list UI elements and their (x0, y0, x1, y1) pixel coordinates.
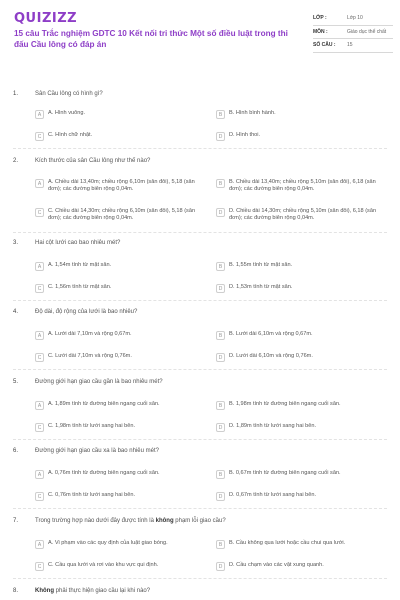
option-letter-box: A (35, 179, 44, 188)
class-label: LỚP : (313, 15, 327, 21)
option-text: D. Hình thoi. (229, 132, 261, 138)
option-c[interactable] (35, 284, 205, 293)
question-number: 7. (13, 518, 19, 524)
option-b[interactable] (216, 110, 386, 119)
question-number: 4. (13, 309, 19, 315)
option-text: D. Cầu chạm vào các vật xung quanh. (229, 562, 324, 568)
option-letter-box: D (216, 492, 225, 501)
option-letter-box: C (35, 562, 44, 571)
option-text: B. Chiều dài 13,40m; chiều rộng 5,10m (sân đôi), 6,18 (sân đơn); các đường biên rộng 0,04m. (229, 179, 376, 193)
option-letter-box: A (35, 401, 44, 410)
question-number: 2. (13, 158, 19, 164)
option-text: C. 1,98m tính từ lưới sang hai bên. (48, 423, 136, 429)
option-b[interactable] (216, 262, 386, 271)
worksheet-header (0, 0, 400, 75)
option-a[interactable] (35, 540, 205, 549)
option-letter-box: A (35, 470, 44, 479)
question-text (35, 518, 375, 524)
question-text: Hai cột lưới cao bao nhiêu mét? (35, 240, 121, 246)
question-text-emphasis: không (155, 518, 174, 524)
question-number: 6. (13, 448, 19, 454)
question-text: Đường giới hạn giao cầu xa là bao nhiêu mét? (35, 448, 159, 454)
option-text: A. Hình vuông. (48, 110, 86, 116)
option-text: B. Lưới dài 6,10m và rộng 0,67m. (229, 331, 313, 337)
question-text: Sân Cầu lông có hình gì? (35, 91, 103, 97)
option-letter-box: B (216, 401, 225, 410)
option-b[interactable] (216, 470, 386, 479)
option-letter-box: A (35, 110, 44, 119)
option-letter-box: C (35, 492, 44, 501)
subject-label: MÔN : (313, 28, 328, 35)
option-letter-box: C (35, 208, 44, 217)
option-text: C. Hình chữ nhật. (48, 132, 93, 138)
option-letter-box: D (216, 423, 225, 432)
option-letter-box: B (216, 331, 225, 340)
option-text: B. Hình bình hành. (229, 110, 276, 116)
option-text: A. 0,76m tính từ đường biên ngang cuối sân. (48, 470, 160, 476)
count-label: SỐ CÂU : (313, 42, 336, 48)
option-c[interactable] (35, 492, 205, 501)
option-letter-box: B (216, 262, 225, 271)
option-letter-box: C (35, 132, 44, 141)
option-text: D. 0,67m tính từ lưới sang hai bên. (229, 492, 317, 498)
option-text: C. Cầu qua lưới và rơi vào khu vực qui định. (48, 562, 159, 568)
option-letter-box: A (35, 262, 44, 271)
option-b[interactable] (216, 540, 386, 549)
option-letter-box: B (216, 470, 225, 479)
option-text: B. 0,67m tính từ đường biên ngang cuối sân. (229, 470, 341, 476)
question-number: 1. (13, 91, 19, 97)
option-b[interactable] (216, 331, 386, 340)
option-text: B. 1,55m tính từ mặt sân. (229, 262, 293, 268)
question-text: Độ dài, độ rộng của lưới là bao nhiêu? (35, 309, 138, 315)
count-value: 15 (347, 42, 353, 48)
question-number: 3. (13, 240, 19, 246)
question-text-emphasis: Không (35, 588, 54, 594)
option-text: B. Cầu không qua lưới hoặc cầu chui qua lưới. (229, 540, 346, 546)
option-letter-box: D (216, 208, 225, 217)
option-d[interactable] (216, 492, 386, 501)
option-text: A. Chiều dài 13,40m; chiều rộng 6,10m (sân đôi), 5,18 (sân đơn); các đường biên rộng 0,04m. (48, 179, 195, 193)
option-a[interactable] (35, 179, 205, 193)
worksheet-title: 15 câu Trắc nghiệm GDTC 10 Kết nối tri thức Một số điều luật trong thi đấu Cầu lông có đáp án (14, 29, 288, 49)
question-divider (13, 439, 387, 440)
option-c[interactable] (35, 562, 205, 571)
class-value: Lớp 10 (347, 15, 363, 21)
option-text: A. 1,89m tính từ đường biên ngang cuối sân. (48, 401, 160, 407)
question-text: Kích thước của sân Cầu lông như thế nào? (35, 158, 151, 164)
option-letter-box: A (35, 540, 44, 549)
option-letter-box: D (216, 353, 225, 362)
question-text: Đường giới hạn giao cầu gần là bao nhiêu mét? (35, 379, 163, 385)
option-d[interactable] (216, 562, 386, 571)
question-number: 5. (13, 379, 19, 385)
option-letter-box: B (216, 179, 225, 188)
question-divider (13, 369, 387, 370)
option-text: D. 1,53m tính từ mặt sân. (229, 284, 293, 290)
option-letter-box: C (35, 423, 44, 432)
option-text: C. Lưới dài 7,10m và rộng 0,76m. (48, 353, 132, 359)
option-letter-box: C (35, 353, 44, 362)
option-text: A. 1,54m tính từ mặt sân. (48, 262, 112, 268)
option-d[interactable] (216, 423, 386, 432)
option-text: C. 1,56m tính từ mặt sân. (48, 284, 112, 290)
option-letter-box: A (35, 331, 44, 340)
option-letter-box: B (216, 540, 225, 549)
option-text: D. Chiều dài 14,30m; chiều rộng 5,10m (sân đôi), 6,18 (sân đơn); các đường biên rộng 0,04m. (229, 208, 377, 222)
option-d[interactable] (216, 208, 386, 222)
question-number: 8. (13, 588, 19, 594)
quizizz-logo: QUIZIZZ (14, 11, 78, 26)
meta-subject-row (313, 26, 393, 40)
meta-count-row (313, 39, 393, 53)
option-letter-box: D (216, 132, 225, 141)
option-text: A. Lưới dài 7,10m và rộng 0,67m. (48, 331, 132, 337)
meta-class-row (313, 12, 393, 26)
option-a[interactable] (35, 470, 205, 479)
option-a[interactable] (35, 262, 205, 271)
option-d[interactable] (216, 132, 386, 141)
question-text-before: Trong trường hợp nào dưới đây được tính là (35, 518, 156, 524)
option-letter-box: B (216, 110, 225, 119)
question-text (35, 588, 375, 594)
option-text: C. 0,76m tính từ lưới sang hai bên. (48, 492, 136, 498)
option-c[interactable] (35, 208, 205, 222)
option-text: D. Lưới dài 6,10m và rộng 0,76m. (229, 353, 313, 359)
option-a[interactable] (35, 110, 205, 119)
question-divider (13, 232, 387, 233)
question-divider (13, 148, 387, 149)
question-text-after: phạm lỗi giao cầu? (173, 518, 226, 524)
option-b[interactable] (216, 401, 386, 410)
option-b[interactable] (216, 179, 386, 193)
question-divider (13, 508, 387, 509)
option-text: C. Chiều dài 14,30m; chiều rộng 6,10m (sân đôi), 5,18 (sân đơn); các đường biên rộng 0,04m. (48, 208, 196, 222)
subject-value: Giáo dục thể chất (347, 28, 387, 35)
option-letter-box: C (35, 284, 44, 293)
option-text: A. Vi phạm vào các quy định của luật giao bóng. (48, 540, 168, 546)
option-text: B. 1,98m tính từ đường biên ngang cuối sân. (229, 401, 341, 407)
option-text: D. 1,89m tính từ lưới sang hai bên. (229, 423, 317, 429)
question-divider (13, 300, 387, 301)
option-letter-box: D (216, 284, 225, 293)
option-c[interactable] (35, 353, 205, 362)
question-divider (13, 578, 387, 579)
option-d[interactable] (216, 353, 386, 362)
option-a[interactable] (35, 401, 205, 410)
option-letter-box: D (216, 562, 225, 571)
option-d[interactable] (216, 284, 386, 293)
option-a[interactable] (35, 331, 205, 340)
question-text-after: phải thực hiện giao cầu lại khi nào? (54, 588, 151, 594)
option-c[interactable] (35, 423, 205, 432)
option-c[interactable] (35, 132, 205, 141)
meta-table (313, 12, 393, 53)
